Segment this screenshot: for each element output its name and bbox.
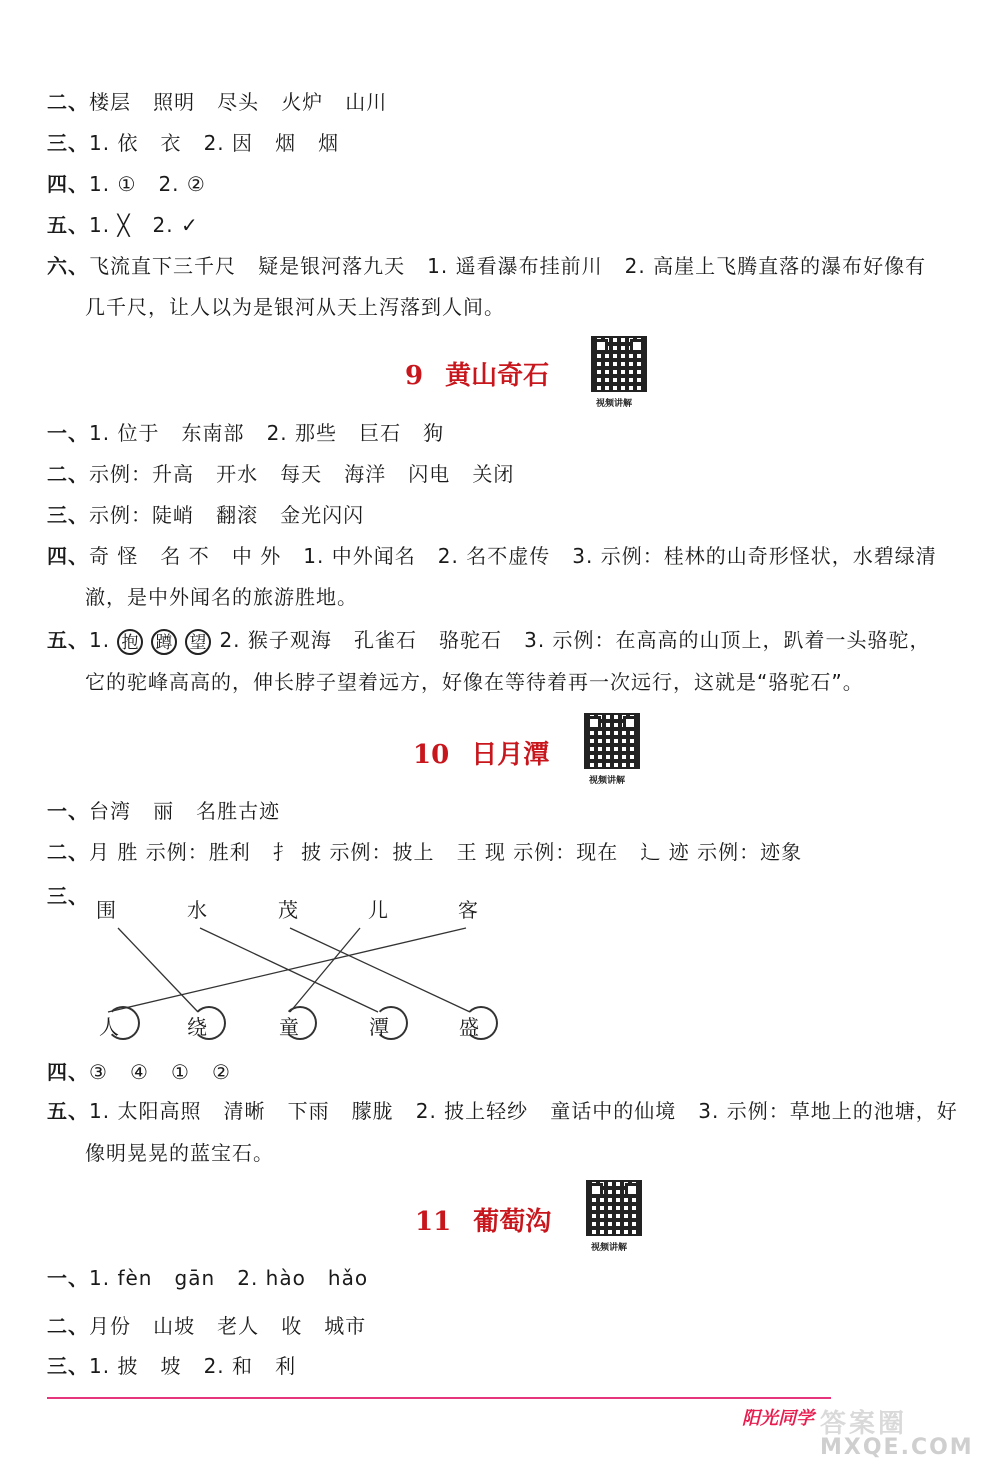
answer-line (47, 1058, 231, 1086)
qr-code-icon[interactable] (586, 1180, 642, 1236)
section-number: 9 (405, 361, 424, 391)
answer-line (47, 1312, 366, 1340)
question-label: 二、 (47, 1314, 89, 1338)
answer-text: 台湾 丽 名胜古迹 (89, 799, 281, 823)
watermark: 答案圈 (820, 1409, 908, 1439)
answer-line (47, 1264, 368, 1292)
answer-line (47, 1352, 296, 1380)
answer-text: 奇 怪 名 不 中 外 1. 中外闻名 2. 名不虚传 3. 示例：桂林的山奇形怪状，水碧绿清 (89, 544, 937, 568)
circled-char: 蹲 (151, 629, 177, 655)
question-label: 五、 (47, 628, 89, 652)
match-top-char: 客 (458, 898, 478, 922)
qr-caption: 视频讲解 (591, 1243, 628, 1253)
match-bottom-char: 潭 (369, 1015, 389, 1039)
answer-line (47, 1097, 958, 1125)
answer-text: 1. 披 坡 2. 和 利 (89, 1354, 297, 1378)
answer-prefix: 1. (89, 628, 111, 652)
section-name: 黄山奇石 (445, 361, 550, 391)
answer-text: ③ ④ ① ② (89, 1060, 231, 1084)
brand-logo: 阳光同学 (742, 1408, 814, 1429)
question-label: 三、 (47, 884, 89, 908)
footer-divider (47, 1397, 831, 1399)
question-label: 三、 (47, 503, 89, 527)
answer-continuation: 澈，是中外闻名的旅游胜地。 (85, 585, 358, 609)
circled-char: 抱 (117, 629, 143, 655)
answer-text: 2. 猴子观海 孔雀石 骆驼石 3. 示例：在高高的山顶上，趴着一头骆驼， (219, 628, 931, 652)
question-label: 四、 (47, 544, 89, 568)
match-bottom-char: 人 (99, 1015, 119, 1039)
question-label: 五、 (47, 213, 89, 237)
question-label: 一、 (47, 799, 89, 823)
answer-continuation: 像明晃晃的蓝宝石。 (85, 1141, 274, 1165)
section-number: 11 (415, 1207, 452, 1237)
answer-text: 飞流直下三千尺 疑是银河落九天 1. 遥看瀑布挂前川 2. 高崖上飞腾直落的瀑布好像有 (89, 254, 927, 278)
match-top-char: 茂 (278, 898, 298, 922)
question-label: 六、 (47, 254, 89, 278)
qr-caption: 视频讲解 (596, 399, 633, 409)
answer-text: 1. 位于 东南部 2. 那些 巨石 狗 (89, 421, 445, 445)
answer-text: 1. ╳ 2. ✓ (89, 213, 199, 237)
answer-text: 1. fèn gān 2. hào hǎo (89, 1266, 369, 1290)
answer-continuation: 几千尺，让人以为是银河从天上泻落到人间。 (85, 295, 505, 319)
question-label: 一、 (47, 1266, 89, 1290)
answer-text: 1. 太阳高照 清晰 下雨 朦胧 2. 披上轻纱 童话中的仙境 3. 示例：草地上的池塘，好 (89, 1099, 958, 1123)
circled-char: 望 (185, 629, 211, 655)
answer-text: 月份 山坡 老人 收 城市 (89, 1314, 367, 1338)
answer-text: 1. ① 2. ② (89, 172, 206, 196)
answer-text: 月 胜 示例：胜利 扌 披 示例：披上 王 现 示例：现在 辶 迹 示例：迹象 (89, 840, 803, 864)
question-label: 二、 (47, 462, 89, 486)
match-top-char: 儿 (368, 898, 388, 922)
section-name: 葡萄沟 (473, 1207, 552, 1237)
answer-text: 示例：陡峭 翻滚 金光闪闪 (89, 503, 365, 527)
question-label: 三、 (47, 131, 89, 155)
question-label: 五、 (47, 1099, 89, 1123)
qr-caption: 视频讲解 (589, 776, 626, 786)
watermark-url: MXQE.COM (820, 1435, 974, 1460)
answer-text: 楼层 照明 尽头 火炉 山川 (89, 90, 388, 114)
question-label: 四、 (47, 172, 89, 196)
question-label: 二、 (47, 840, 89, 864)
question-label: 二、 (47, 90, 89, 114)
question-label: 一、 (47, 421, 89, 445)
match-bottom-char: 盛 (459, 1015, 479, 1039)
section-name: 日月潭 (471, 740, 550, 770)
section-title (415, 1201, 551, 1238)
question-label: 三、 (47, 1354, 89, 1378)
match-bottom-char: 童 (279, 1015, 299, 1039)
match-bottom-char: 绕 (187, 1015, 207, 1039)
match-top-char: 围 (96, 898, 116, 922)
answer-text: 示例：升高 开水 每天 海洋 闪电 关闭 (89, 462, 515, 486)
match-top-char: 水 (187, 898, 207, 922)
section-number: 10 (413, 740, 450, 770)
question-label: 四、 (47, 1060, 89, 1084)
answer-continuation: 它的驼峰高高的，伸长脖子望着远方，好像在等待着再一次远行，这就是“骆驼石”。 (85, 670, 864, 694)
answer-text: 1. 依 衣 2. 因 烟 烟 (89, 131, 340, 155)
